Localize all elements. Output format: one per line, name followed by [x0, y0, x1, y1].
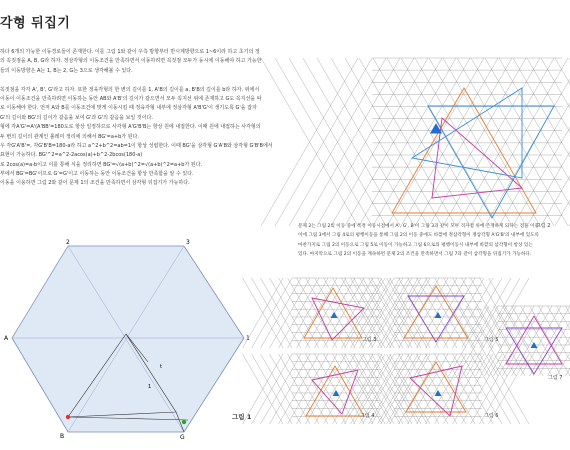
text-line: [0, 76, 300, 85]
triangle-orange: [304, 288, 362, 338]
vertex-label-3: 3: [186, 239, 190, 246]
vertex-label-1: 1: [246, 335, 250, 342]
figure-7-caption: 그림 7: [548, 375, 563, 381]
center-marker-icon: [430, 123, 442, 133]
figure-6-caption: 그림 6: [484, 413, 499, 419]
figure-4-caption: 그림 4: [360, 413, 375, 419]
vertex-label-b: B: [60, 433, 65, 440]
hexagon-shape: [12, 246, 244, 432]
triangle-purple: [506, 328, 562, 374]
vertex-label-g: G: [180, 434, 185, 441]
vertex-label-2: 2: [66, 239, 70, 246]
text-line: 두 변의 길이의 관계인 톨레미 정리에 의해서 BG'=a+b가 된다.: [0, 133, 139, 140]
text-line: 로 이동해야 한다. 먼저 A와 B를 이동조건에 맞게 이동시킬 때 정육각형 내부에 정삼각형 A'B'G'이 생기도록 G'을 잡자: [0, 105, 257, 112]
figure-7-grid: [498, 306, 570, 376]
figure-2-caption: 그림 2: [536, 223, 551, 229]
triangle-pink: [432, 118, 522, 198]
text-line: 하다 6개의 가능한 이동경로들이 존재한다. 이를 그림 1와 같이 우측 방향부터 반시계방향으로 1~6이라 하고 초기의 정: [0, 49, 260, 55]
triangle-blue-2: [412, 88, 522, 178]
figure-1-caption: 그림 1: [232, 413, 252, 421]
left-paragraph: [0, 48, 300, 189]
text-line: 이동을 이용하면 그림 2와 같이 문제 1의 조건을 만족하면서 삼각형 뒤집기가 가능하다.: [0, 180, 190, 187]
point-b: [66, 415, 70, 419]
figure-5-caption: 그림 5: [484, 337, 499, 343]
text-line: 꼭짓점을 각각 A', B', G'라고 하자. 또한 정육각형의 한 변의 길이를 1, A'B의 길이를 a, B'B의 길이를 b라 하자. 위에서: [0, 86, 260, 93]
text-line: 의 꼭짓점을 A, B, G라 하자. 정삼각형의 이동조건을 만족하면서 이동하려면 꼭짓점 모두가 동시에 이동해야 하고 가능한: [0, 58, 262, 65]
text-line: 형에 각A'G'=A'(A'BB'=180도로 항상 일정하므로 사각형 A'G'B'B는 항상 원에 내접한다. 이때 원에 내접하는 사각형의: [0, 124, 261, 131]
figure-5-grid: [394, 278, 482, 348]
figure-2-grid: [372, 58, 562, 226]
inner-label-t: t: [160, 364, 162, 370]
text-line: 있다. 마지막으로 그림 2의 이동을 계속하면 문제 2의 조건을 만족하면서 그림 7과 같이 삼각형을 뒤집기가 가능하다.: [298, 252, 532, 258]
text-line: 이에 그림 3에서 그림 4로의 평행이동을 통해 그림 2의 이동 중에도 바깥에 정삼각형이 정삼각형 A'G'B'의 내부에 있도록: [298, 233, 540, 239]
figure-1-hexagon: [4, 239, 258, 447]
text-line: 로 2cos(a)=a-b이고 이를 통해 식을 정리하면 BG'=√(a+b)^2=√(a+b)^2=a+b가 된다.: [0, 161, 203, 168]
grid-line: [555, 58, 570, 226]
triangle-purple: [408, 296, 464, 342]
text-line: 문제 2는 그림 2의 이동 중에 특정 이동시점에서 A', G', B'이 그림 3과 같이 모두 격자점 위에 존재하게 되다는 점을 이용: [298, 224, 539, 229]
inner-label-1: 1: [148, 384, 152, 390]
page-title: 각형 뒤집기: [0, 16, 71, 31]
vertex-label-a: A: [4, 335, 9, 342]
text-line: 부에서 BG'=BG'이므로 G'=G'이고 이동하는 동안 이동조건을 항상 만족함을 알 수 있다.: [0, 171, 194, 178]
grid-line: [555, 58, 570, 226]
text-line: 마찬가지로 그림 2의 이동으로 그림 5로 이동이 가능하고 그림 6으로의 평행이동시 내부에 바깥의 삼각형이 항상 있는: [298, 242, 533, 248]
right-paragraph: [298, 222, 570, 260]
text-line: 들의 이동방향은 A는 1, B는 2, G는 3으로 생각해볼 수 있다.: [0, 67, 133, 74]
center-marker-icon: [331, 312, 338, 318]
text-line: 우 각G'A'B'=, 각G'B'B=180-a라 하고 a^2+b^2=ab=1이 항상 성립한다. 이때 BG'을 삼각형 G'A'B와 삼각형 G'B'B에서: [0, 142, 273, 149]
text-line: G'의 길이와 BG'의 길이가 같음을 보여 G'과 G'의 같음을 보일 것이다.: [0, 114, 153, 121]
grid-lines: [261, 58, 570, 226]
text-line: 이동이 이동조건을 만족하려면 이동하는 동안 AB와 A'B'의 길이가 같으면서 모두 꼭지선 위에 존재하고 G도 꼭지선을 따: [0, 95, 262, 102]
figure-6-grid: [394, 354, 482, 424]
text-line: 표현이 가능하다. BG'^2=a^2-2acos(a)+b^2-2bcos(180-a): [0, 152, 143, 159]
point-g: [182, 420, 186, 424]
figure-3-caption: 그림 3: [362, 337, 377, 343]
